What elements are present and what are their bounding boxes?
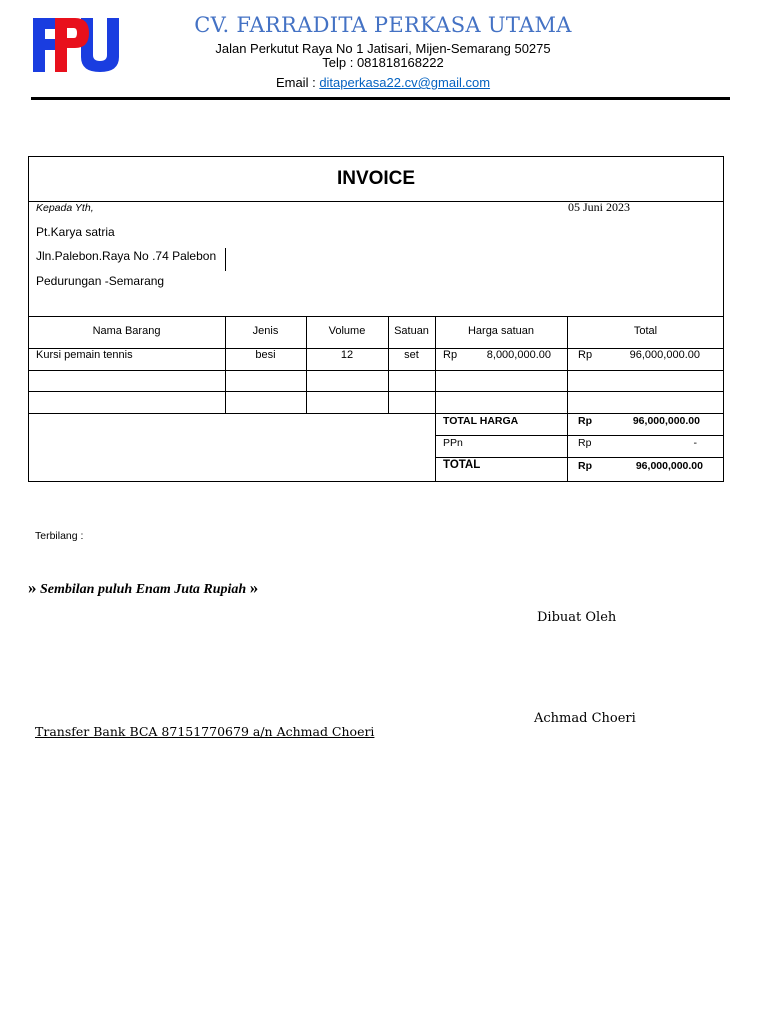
total-harga-currency: Rp bbox=[578, 415, 592, 427]
column-header-nama-barang: Nama Barang bbox=[92, 325, 161, 337]
summary-line-2 bbox=[435, 457, 724, 458]
made-by-label: Dibuat Oleh bbox=[537, 610, 617, 625]
row2-bottom-line bbox=[28, 391, 724, 392]
total-harga-label: TOTAL HARGA bbox=[443, 415, 519, 427]
item-volume: 12 bbox=[340, 349, 354, 361]
row1-bottom-line bbox=[28, 370, 724, 371]
ppn-label: PPn bbox=[443, 437, 463, 449]
terbilang-label: Terbilang : bbox=[35, 530, 84, 542]
email-label: Email : bbox=[275, 75, 316, 90]
column-header-satuan: Satuan bbox=[394, 325, 429, 337]
item-price: 8,000,000.00 bbox=[486, 349, 551, 361]
total-harga-value: 96,000,000.00 bbox=[632, 415, 700, 427]
text-cursor bbox=[225, 248, 226, 271]
company-name: CV. FARRADITA PERKASA UTAMA bbox=[194, 13, 572, 37]
bank-transfer-info: Transfer Bank BCA 87151770679 a/n Achmad Choeri bbox=[35, 724, 375, 739]
col-divider-5 bbox=[567, 316, 568, 482]
company-phone: Telp : 081818168222 bbox=[322, 55, 444, 70]
summary-line-1 bbox=[435, 435, 724, 436]
column-header-jenis: Jenis bbox=[252, 325, 279, 337]
grand-total-label: TOTAL bbox=[443, 459, 481, 471]
letterhead-divider bbox=[31, 97, 730, 100]
grand-total-value: 96,000,000.00 bbox=[635, 460, 703, 472]
item-unit: set bbox=[404, 349, 419, 361]
signer-name: Achmad Choeri bbox=[534, 711, 636, 726]
email-link[interactable]: ditaperkasa22.cv@gmail.com bbox=[319, 75, 491, 90]
column-header-harga-satuan: Harga satuan bbox=[467, 325, 535, 337]
company-contact bbox=[150, 42, 616, 70]
customer-name: Pt.Karya satria bbox=[36, 225, 115, 239]
customer-address-line-2: Pedurungan -Semarang bbox=[36, 274, 165, 288]
col-divider-4 bbox=[435, 316, 436, 482]
item-type: besi bbox=[255, 349, 276, 361]
terbilang-close-marker: » bbox=[249, 578, 259, 597]
grand-total-currency: Rp bbox=[578, 460, 592, 472]
terbilang-open-marker: » bbox=[28, 578, 37, 597]
column-header-volume: Volume bbox=[328, 325, 366, 337]
company-address: Jalan Perkutut Raya No 1 Jatisari, Mijen-Semarang 50275 bbox=[215, 41, 551, 56]
table-top-line bbox=[28, 316, 724, 317]
ppn-currency: Rp bbox=[578, 437, 592, 449]
company-logo bbox=[33, 17, 119, 73]
customer-address-line-1: Jln.Palebon.Raya No .74 Palebon bbox=[36, 249, 217, 263]
ppn-value: - bbox=[693, 437, 697, 449]
item-price-currency: Rp bbox=[443, 349, 458, 361]
company-email-line bbox=[150, 75, 616, 90]
amount-in-words-text: Sembilan puluh Enam Juta Rupiah bbox=[40, 582, 247, 597]
amount-in-words bbox=[28, 578, 258, 598]
recipient-label: Kepada Yth, bbox=[36, 202, 94, 214]
invoice-date: 05 Juni 2023 bbox=[568, 200, 631, 214]
invoice-title: INVOICE bbox=[336, 168, 416, 189]
item-total-currency: Rp bbox=[578, 349, 593, 361]
row3-bottom-line bbox=[28, 413, 724, 414]
item-total: 96,000,000.00 bbox=[629, 349, 700, 361]
column-header-total: Total bbox=[633, 325, 658, 337]
item-name: Kursi pemain tennis bbox=[36, 349, 133, 361]
